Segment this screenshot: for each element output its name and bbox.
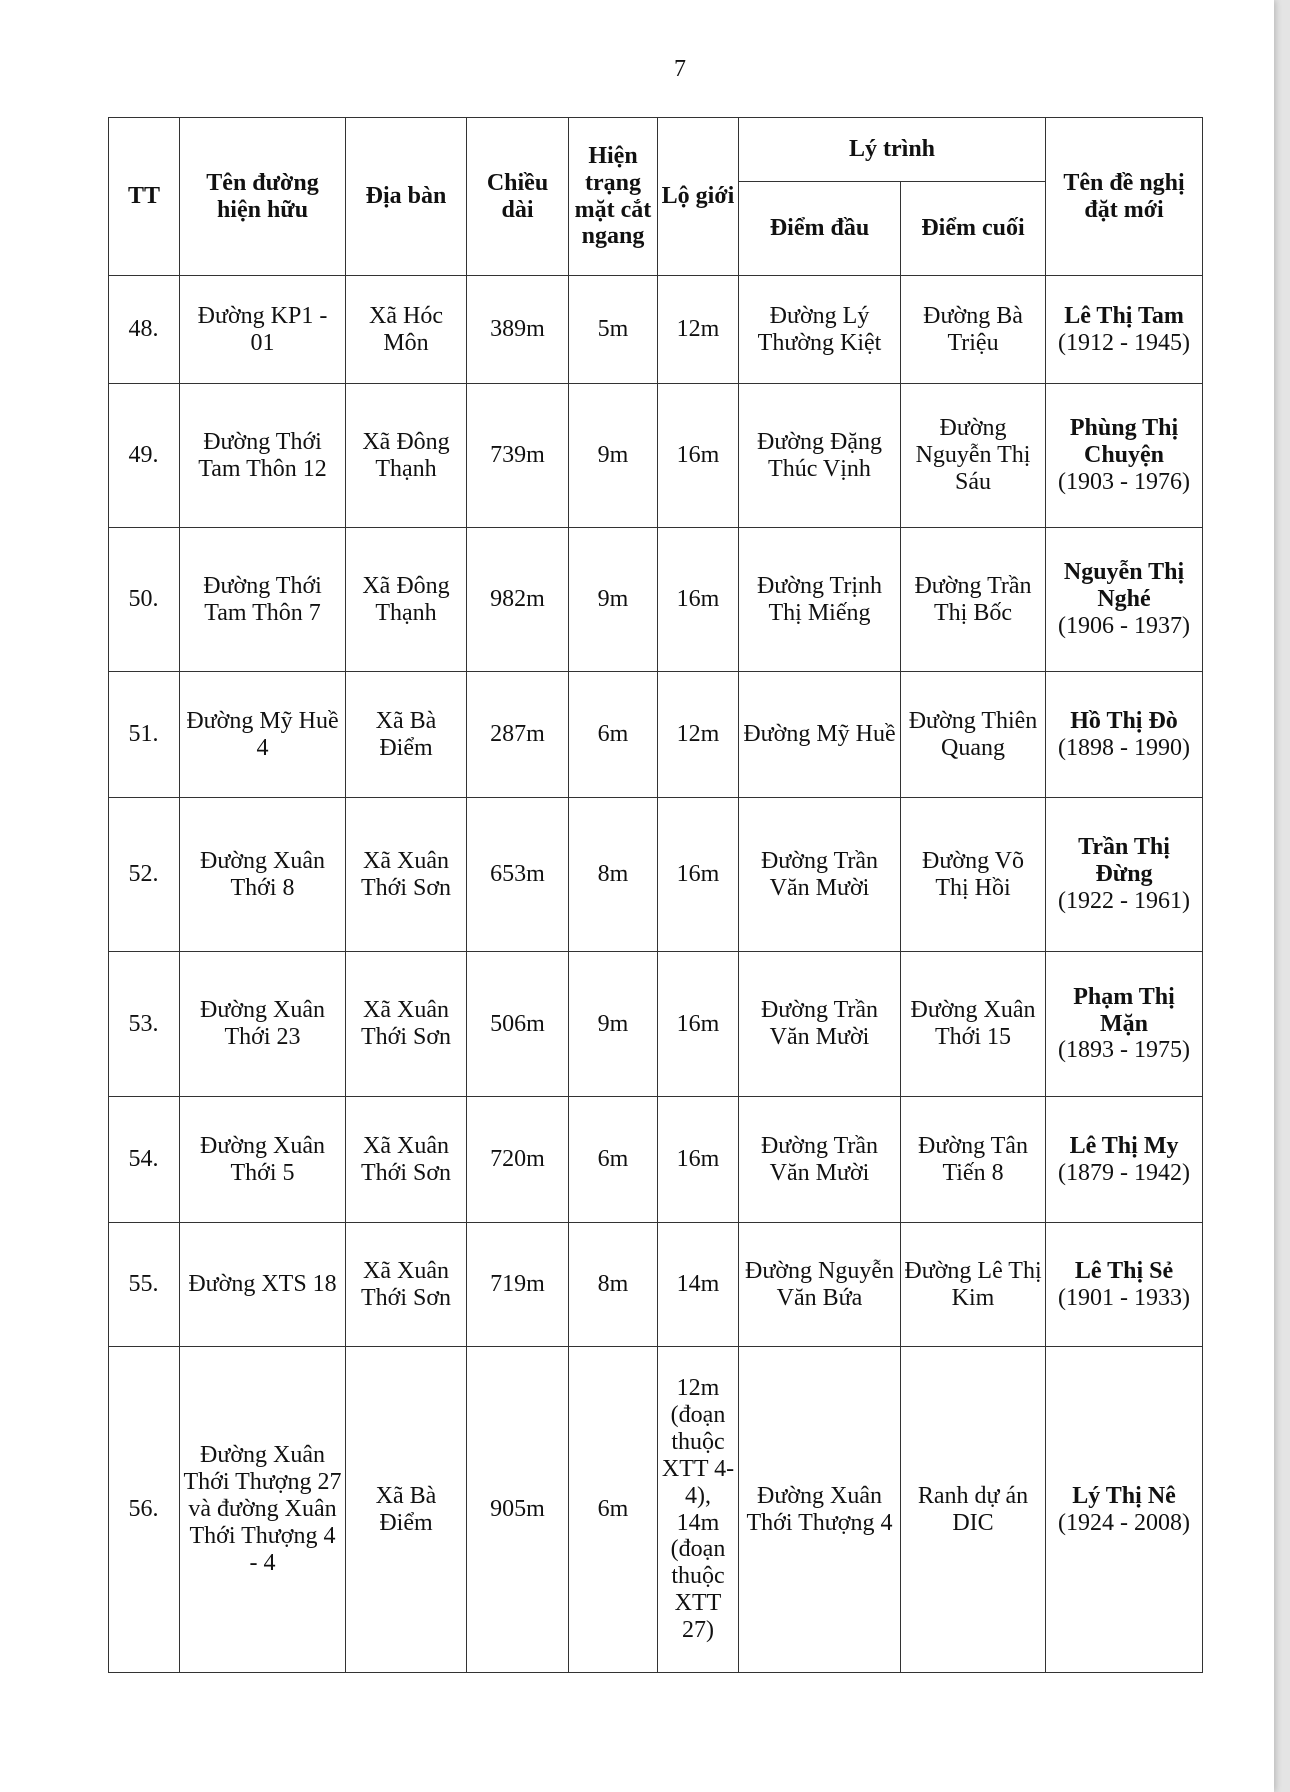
row-end-point: Ranh dự án DIC xyxy=(901,1347,1046,1673)
row-cross-section: 9m xyxy=(569,528,658,672)
proposed-person-years: (1898 - 1990) xyxy=(1058,734,1190,761)
proposed-person-years: (1906 - 1937) xyxy=(1058,612,1190,639)
row-end-point: Đường Lê Thị Kim xyxy=(901,1223,1046,1347)
row-tt: 55. xyxy=(109,1223,180,1347)
row-start-point: Đường Xuân Thới Thượng 4 xyxy=(739,1347,901,1673)
row-tt: 53. xyxy=(109,952,180,1097)
row-end-point: Đường Võ Thị Hồi xyxy=(901,798,1046,952)
row-existing-name: Đường Xuân Thới 23 xyxy=(180,952,346,1097)
header-tt: TT xyxy=(109,118,180,276)
page-number: 7 xyxy=(674,56,686,82)
header-area: Địa bàn xyxy=(346,118,467,276)
row-existing-name: Đường Thới Tam Thôn 12 xyxy=(180,384,346,528)
row-existing-name: Đường Mỹ Huề 4 xyxy=(180,672,346,798)
proposed-person-years: (1893 - 1975) xyxy=(1058,1037,1190,1064)
row-start-point: Đường Trần Văn Mười xyxy=(739,1097,901,1223)
table-row xyxy=(109,276,1203,384)
header-road-boundary: Lộ giới xyxy=(658,118,739,276)
row-end-point: Đường Trần Thị Bốc xyxy=(901,528,1046,672)
table-row xyxy=(109,528,1203,672)
row-start-point: Đường Lý Thường Kiệt xyxy=(739,276,901,384)
row-length: 506m xyxy=(467,952,569,1097)
table-row xyxy=(109,1347,1203,1673)
row-existing-name: Đường Xuân Thới Thượng 27 và đường Xuân Thới Thượng 4 - 4 xyxy=(180,1347,346,1673)
header-cross-section: Hiện trạng mặt cắt ngang xyxy=(569,118,658,276)
proposed-person-years: (1924 - 2008) xyxy=(1058,1509,1190,1536)
row-area: Xã Đông Thạnh xyxy=(346,384,467,528)
row-tt: 56. xyxy=(109,1347,180,1673)
row-area: Xã Xuân Thới Sơn xyxy=(346,1223,467,1347)
header-end-point: Điểm cuối xyxy=(901,182,1046,276)
row-length: 389m xyxy=(467,276,569,384)
row-area: Xã Xuân Thới Sơn xyxy=(346,1097,467,1223)
row-end-point: Đường Nguyễn Thị Sáu xyxy=(901,384,1046,528)
row-end-point: Đường Tân Tiến 8 xyxy=(901,1097,1046,1223)
row-cross-section: 5m xyxy=(569,276,658,384)
row-tt: 51. xyxy=(109,672,180,798)
row-area: Xã Đông Thạnh xyxy=(346,528,467,672)
table-row xyxy=(109,1097,1203,1223)
row-start-point: Đường Mỹ Huề xyxy=(739,672,901,798)
proposed-person-years: (1879 - 1942) xyxy=(1058,1159,1190,1186)
row-cross-section: 6m xyxy=(569,672,658,798)
proposed-person-name: Hồ Thị Đò xyxy=(1070,707,1178,734)
proposed-person-years: (1922 - 1961) xyxy=(1058,887,1190,914)
row-road-boundary: 12m xyxy=(658,672,739,798)
row-end-point: Đường Thiên Quang xyxy=(901,672,1046,798)
row-road-boundary: 14m xyxy=(658,1223,739,1347)
row-existing-name: Đường Xuân Thới 8 xyxy=(180,798,346,952)
row-start-point: Đường Nguyễn Văn Bứa xyxy=(739,1223,901,1347)
table-row xyxy=(109,672,1203,798)
row-start-point: Đường Trịnh Thị Miếng xyxy=(739,528,901,672)
proposed-person-name: Phạm Thị Mặn xyxy=(1073,983,1175,1037)
row-proposed-name xyxy=(1046,798,1203,952)
row-cross-section: 8m xyxy=(569,798,658,952)
header-start-point: Điểm đầu xyxy=(739,182,901,276)
row-length: 739m xyxy=(467,384,569,528)
row-proposed-name xyxy=(1046,952,1203,1097)
row-length: 719m xyxy=(467,1223,569,1347)
row-area: Xã Xuân Thới Sơn xyxy=(346,952,467,1097)
row-proposed-name xyxy=(1046,1223,1203,1347)
row-road-boundary: 16m xyxy=(658,798,739,952)
row-tt: 50. xyxy=(109,528,180,672)
row-cross-section: 6m xyxy=(569,1347,658,1673)
row-cross-section: 9m xyxy=(569,952,658,1097)
row-proposed-name xyxy=(1046,384,1203,528)
proposed-person-years: (1912 - 1945) xyxy=(1058,329,1190,356)
row-existing-name: Đường Xuân Thới 5 xyxy=(180,1097,346,1223)
row-tt: 48. xyxy=(109,276,180,384)
header-proposed-name: Tên đề nghị đặt mới xyxy=(1046,118,1203,276)
row-length: 720m xyxy=(467,1097,569,1223)
table-row xyxy=(109,952,1203,1097)
proposed-person-years: (1903 - 1976) xyxy=(1058,468,1190,495)
row-length: 287m xyxy=(467,672,569,798)
row-tt: 49. xyxy=(109,384,180,528)
table-row xyxy=(109,384,1203,528)
row-road-boundary: 16m xyxy=(658,528,739,672)
proposed-person-name: Phùng Thị Chuyện xyxy=(1069,415,1179,469)
row-start-point: Đường Đặng Thúc Vịnh xyxy=(739,384,901,528)
row-area: Xã Bà Điểm xyxy=(346,672,467,798)
row-end-point: Đường Bà Triệu xyxy=(901,276,1046,384)
row-area: Xã Hóc Môn xyxy=(346,276,467,384)
header-route: Lý trình xyxy=(739,118,1046,182)
row-proposed-name xyxy=(1046,276,1203,384)
row-proposed-name xyxy=(1046,528,1203,672)
table-row xyxy=(109,1223,1203,1347)
proposed-person-name: Lê Thị My xyxy=(1069,1132,1179,1159)
table-row xyxy=(109,798,1203,952)
row-existing-name: Đường KP1 - 01 xyxy=(180,276,346,384)
row-proposed-name xyxy=(1046,672,1203,798)
row-tt: 52. xyxy=(109,798,180,952)
row-road-boundary: 12m xyxy=(658,276,739,384)
proposed-person-name: Nguyễn Thị Nghé xyxy=(1063,559,1185,613)
row-end-point: Đường Xuân Thới 15 xyxy=(901,952,1046,1097)
row-cross-section: 6m xyxy=(569,1097,658,1223)
row-road-boundary: 16m xyxy=(658,1097,739,1223)
proposed-person-name: Trần Thị Đừng xyxy=(1078,834,1170,888)
row-road-boundary: 16m xyxy=(658,384,739,528)
row-tt: 54. xyxy=(109,1097,180,1223)
row-cross-section: 9m xyxy=(569,384,658,528)
row-length: 905m xyxy=(467,1347,569,1673)
row-start-point: Đường Trần Văn Mười xyxy=(739,798,901,952)
header-existing-name: Tên đường hiện hữu xyxy=(180,118,346,276)
row-cross-section: 8m xyxy=(569,1223,658,1347)
row-area: Xã Xuân Thới Sơn xyxy=(346,798,467,952)
row-length: 653m xyxy=(467,798,569,952)
row-existing-name: Đường XTS 18 xyxy=(180,1223,346,1347)
header-length: Chiều dài xyxy=(467,118,569,276)
proposed-person-name: Lý Thị Nê xyxy=(1072,1482,1176,1509)
row-start-point: Đường Trần Văn Mười xyxy=(739,952,901,1097)
row-area: Xã Bà Điểm xyxy=(346,1347,467,1673)
proposed-person-name: Lê Thị Sẻ xyxy=(1074,1257,1174,1284)
row-existing-name: Đường Thới Tam Thôn 7 xyxy=(180,528,346,672)
proposed-person-years: (1901 - 1933) xyxy=(1058,1284,1190,1311)
proposed-person-name: Lê Thị Tam xyxy=(1064,302,1184,329)
street-naming-table xyxy=(108,117,1203,1673)
row-proposed-name xyxy=(1046,1347,1203,1673)
row-length: 982m xyxy=(467,528,569,672)
row-road-boundary: 16m xyxy=(658,952,739,1097)
row-proposed-name xyxy=(1046,1097,1203,1223)
row-road-boundary: 12m (đoạn thuộc XTT 4-4), 14m (đoạn thuộc XTT 27) xyxy=(658,1347,739,1673)
